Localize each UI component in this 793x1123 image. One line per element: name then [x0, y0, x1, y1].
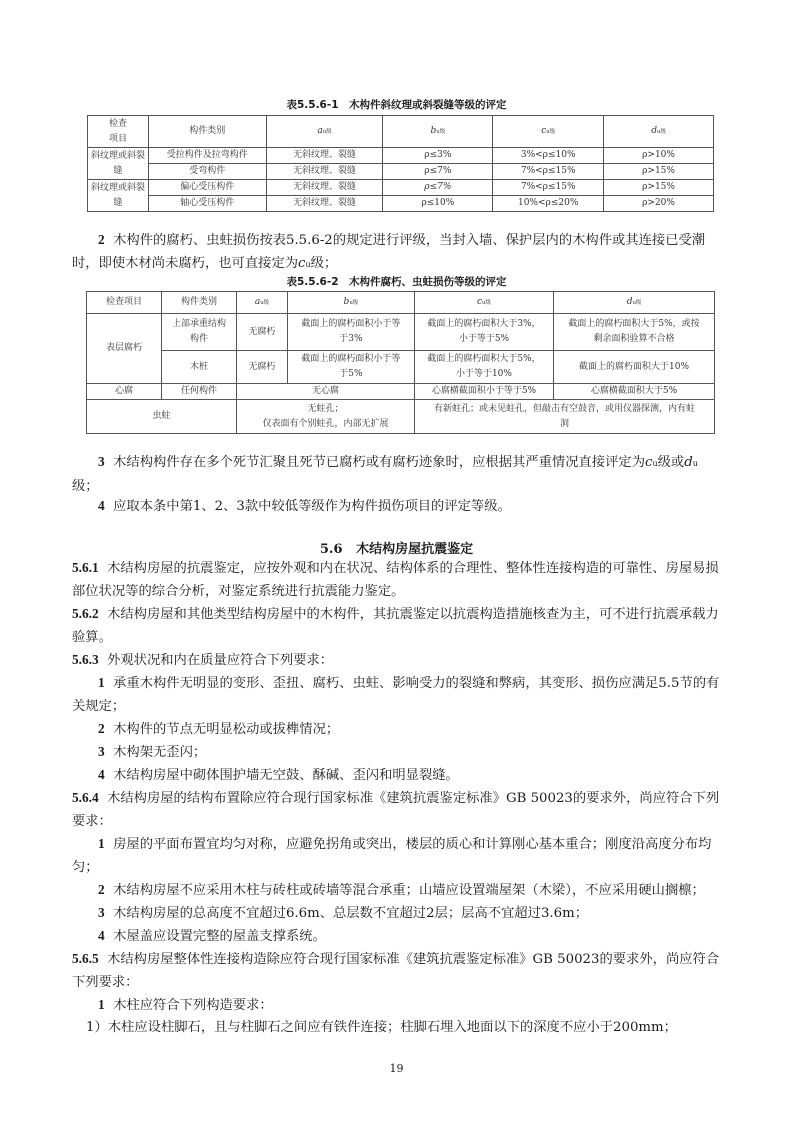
cell-surface-rot: 表层腐朽: [87, 314, 162, 384]
item-5-6-3-1: 1 承重木构件无明显的变形、歪扭、腐朽、虫蛀、影响受力的裂缝和弊病，其变形、损伤应满足5.5节的有关规定；: [72, 675, 720, 714]
header-grade-a: au级: [237, 292, 288, 314]
cell-insect: 虫蛀: [87, 400, 237, 434]
cell-c: 7%<ρ≤15%: [493, 164, 604, 180]
cell-c: 7%<ρ≤15%: [493, 180, 604, 196]
cell-heart-rot: 心腐: [87, 384, 162, 400]
clause-5-6-5: 5.6.5 木结构房屋整体性连接构造除应符合现行国家标准《建筑抗震鉴定标准》GB 50023的要求外，尚应符合下列要求：: [72, 951, 720, 990]
item-5-6-4-1: 1 房屋的平面布置宜均匀对称，应避免拐角或突出，楼层的质心和计算刚心基本重合；刚度沿高度分布均匀；: [72, 836, 712, 875]
clause-5-6-1: 5.6.1 木结构房屋的抗震鉴定，应按外观和内在状况、结构体系的合理性、整体性连接构造的可靠性、房屋易损部位状况等的综合分析，对鉴定系统进行抗震能力鉴定。: [72, 560, 719, 599]
header-check-item: 检查 项目: [88, 116, 149, 148]
cell-d: ρ>10%: [604, 148, 714, 164]
cell-d: 心腐横截面积大于5%: [554, 384, 715, 400]
header-grade-d: du级: [604, 116, 714, 148]
cell-c: 截面上的腐朽面积大于3%， 小于等于5%: [414, 314, 553, 351]
table-row: [87, 384, 715, 400]
item-5-6-4-2: 2 木结构房屋不应采用木柱与砖柱或砖墙等混合承重；山墙应设置端屋架（木梁），不应采用硬山搁檩；: [98, 882, 705, 898]
paragraph-2: 2 木构件的腐朽、虫蛀损伤按表5.5.6-2的规定进行评级，当封入墙、保护层内的木构件或其连接已受潮时，即使木材尚未腐朽，也可直接定为cu级；: [72, 232, 706, 271]
cell-upper-member: 上部承重结构 构件: [162, 314, 237, 351]
cell-type: 轴心受压构件: [148, 196, 266, 212]
cell-d: ρ>15%: [604, 164, 714, 180]
table-rot-insect: [86, 291, 715, 434]
cell-type: 受弯构件: [148, 164, 266, 180]
cell-d: ρ>15%: [604, 180, 714, 196]
cell-a: 无斜纹理、裂缝: [266, 196, 383, 212]
table-row: [87, 351, 715, 384]
header-check-item: 检查项目: [87, 292, 162, 314]
cell-d: ρ>20%: [604, 196, 714, 212]
cell-c: 心腐横截面积小于等于5%: [414, 384, 553, 400]
table1-caption: 表5.5.6-1 木构件斜纹理或斜裂缝等级的评定: [286, 99, 507, 111]
item-5-6-5-1: 1 木柱应符合下列构造要求：: [98, 997, 273, 1013]
cell-b: 截面上的腐朽面积小于等 于5%: [287, 351, 414, 384]
cell-d: 截面上的腐朽面积大于5%，或按 剩余面积验算不合格: [554, 314, 715, 351]
cell-a: 无斜纹理、裂缝: [266, 148, 383, 164]
cell-b: ρ≤7%: [383, 164, 493, 180]
cell-a: 无斜纹理、裂缝: [266, 180, 383, 196]
item-5-6-4-3: 3 木结构房屋的总高度不宜超过6.6m、总层数不宜超过2层；层高不宜超过3.6m；: [98, 905, 589, 921]
header-member-type: 构件类别: [148, 116, 266, 148]
table-row: [88, 164, 714, 180]
item-5-6-3-2: 2 木构件的节点无明显松动或拔榫情况；: [98, 721, 340, 737]
table-row: [88, 148, 714, 164]
header-grade-c: cu级: [493, 116, 604, 148]
cell-a: 无腐朽: [237, 351, 288, 384]
cell-item: 斜纹理或斜裂 缝: [88, 180, 149, 212]
table-header-row: [88, 116, 714, 148]
header-grade-d: du级: [554, 292, 715, 314]
clause-5-6-3: 5.6.3 外观状况和内在质量应符合下列要求：: [72, 652, 334, 668]
item-5-6-5-1-1: 1）木柱应设柱脚石，且与柱脚石之间应有铁件连接；柱脚石埋入地面以下的深度不应小于200mm；: [86, 1020, 677, 1035]
paragraph-3: 3 木结构构件存在多个死节汇聚且死节已腐朽或有腐朽迹象时，应根据其严重情况直接评定为cu级或du级；: [72, 454, 698, 494]
cell-any-member: 任何构件: [162, 384, 237, 400]
table2-caption: 表5.5.6-2 木构件腐朽、虫蛀损伤等级的评定: [286, 276, 507, 288]
cell-type: 偏心受压构件: [148, 180, 266, 196]
cell-a: 无腐朽: [237, 314, 288, 351]
cell-item: 斜纹理或斜裂 缝: [88, 148, 149, 180]
clause-5-6-2: 5.6.2 木结构房屋和其他类型结构房屋中的木构件，其抗震鉴定以抗震构造措施核查为主，可不进行抗震承载力验算。: [72, 606, 719, 645]
cell-c: 截面上的腐朽面积大于5%， 小于等于10%: [414, 351, 553, 384]
paragraph-4: 4 应取本条中第1、2、3款中较低等级作为构件损伤项目的评定等级。: [98, 498, 511, 514]
cell-ab: 无蛀孔； 仅表面有个别蛀孔，内部无扩展: [237, 400, 415, 434]
cell-ab: 无心腐: [237, 384, 415, 400]
header-grade-b: bu级: [287, 292, 414, 314]
cell-c: 10%<ρ≤20%: [493, 196, 604, 212]
cell-b: ρ≤7%: [383, 180, 493, 196]
table-row: [88, 180, 714, 196]
cell-type: 受拉构件及拉弯构件: [148, 148, 266, 164]
table-row: [88, 196, 714, 212]
header-member-type: 构件类别: [162, 292, 237, 314]
table-row: [87, 400, 715, 434]
cell-a: 无斜纹理、裂缝: [266, 164, 383, 180]
cell-c: 3%<ρ≤10%: [493, 148, 604, 164]
item-5-6-3-4: 4 木结构房屋中砌体围护墙无空鼓、酥碱、歪闪和明显裂缝。: [98, 767, 459, 783]
cell-d: 截面上的腐朽面积大于10%: [554, 351, 715, 384]
item-5-6-4-4: 4 木屋盖应设置完整的屋盖支撑系统。: [98, 928, 326, 944]
page-number: 19: [389, 1062, 404, 1075]
item-5-6-3-3: 3 木构架无歪闪；: [98, 744, 207, 760]
table-header-row: [87, 292, 715, 314]
cell-b: ρ≤10%: [383, 196, 493, 212]
cell-pile: 木桩: [162, 351, 237, 384]
cell-b: 截面上的腐朽面积小于等 于3%: [287, 314, 414, 351]
header-grade-c: cu级: [414, 292, 553, 314]
table-row: [87, 314, 715, 351]
header-grade-b: bu级: [383, 116, 493, 148]
cell-cd: 有新蛀孔；或未见蛀孔，但敲击有空鼓音，或用仪器探测，内有蛀 洞: [414, 400, 714, 434]
cell-b: ρ≤3%: [383, 148, 493, 164]
table-grain-crack: [87, 115, 714, 212]
section-heading: 5.6 木结构房屋抗震鉴定: [319, 542, 474, 557]
header-grade-a: au级: [266, 116, 383, 148]
clause-5-6-4: 5.6.4 木结构房屋的结构布置除应符合现行国家标准《建筑抗震鉴定标准》GB 50023的要求外，尚应符合下列要求：: [72, 790, 720, 829]
